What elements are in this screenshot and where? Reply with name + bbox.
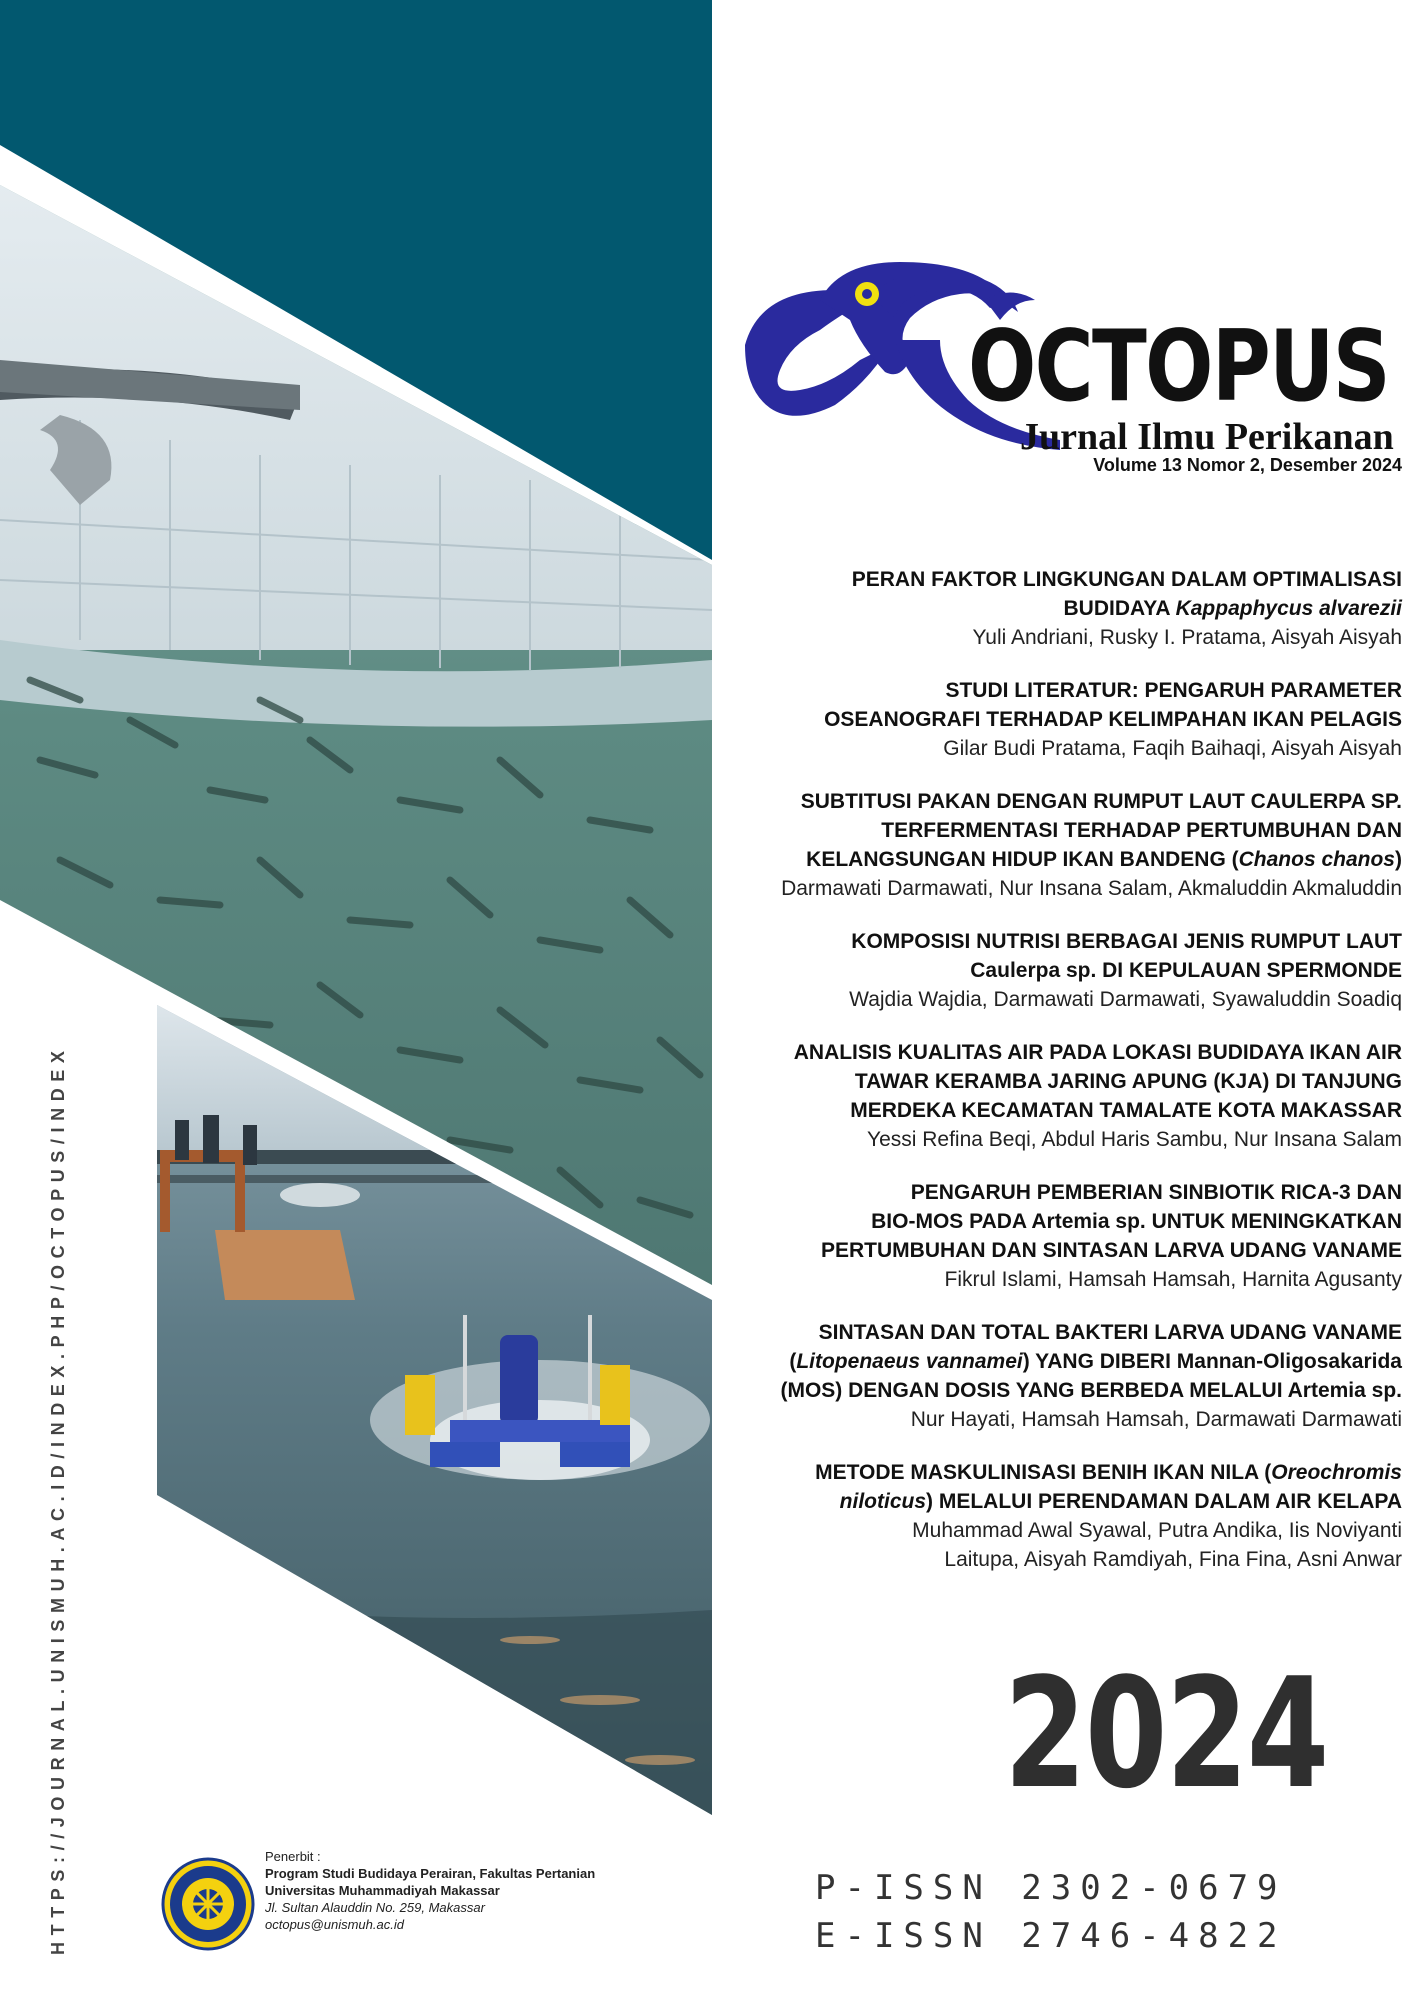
article-title: PERAN FAKTOR LINGKUNGAN DALAM OPTIMALISASI BUDIDAYA Kappaphycus alvarezii: [851, 568, 1402, 620]
volume-info: Volume 13 Nomor 2, Desember 2024: [1093, 455, 1402, 475]
article-authors: Gilar Budi Pratama, Faqih Baihaqi, Aisyah Aisyah: [943, 737, 1402, 760]
journal-name: OCTOPUS: [968, 310, 1389, 424]
journal-website-url: HTTPS://JOURNAL.UNISMUH.AC.ID/INDEX.PHP/OCTOPUS/INDEX: [48, 1044, 68, 1955]
article-title: PENGARUH PEMBERIAN SINBIOTIK RICA-3 DAN BIO-MOS PADA Artemia sp. UNTUK MENINGKATKAN PERTUMBUHAN DAN SINTASAN LARVA UDANG VANAME: [821, 1181, 1402, 1262]
article-item: [682, 676, 1402, 763]
cover-year: 2024: [1004, 1645, 1328, 1822]
publisher-address: Jl. Sultan Alauddin No. 259, Makassar: [265, 1900, 485, 1915]
article-item: [682, 1178, 1402, 1294]
publisher-email: octopus@unismuh.ac.id: [265, 1917, 404, 1932]
article-item: [682, 787, 1402, 903]
article-authors: Nur Hayati, Hamsah Hamsah, Darmawati Darmawati: [910, 1408, 1402, 1431]
article-item: [682, 565, 1402, 652]
article-title: KOMPOSISI NUTRISI BERBAGAI JENIS RUMPUT LAUT Caulerpa sp. DI KEPULAUAN SPERMONDE: [851, 930, 1402, 982]
publisher-line1: Program Studi Budidaya Perairan, Fakultas Pertanian: [265, 1866, 596, 1881]
journal-subtitle: Jurnal Ilmu Perikanan: [1020, 416, 1394, 458]
article-item: [682, 927, 1402, 1014]
article-list: [682, 565, 1402, 1598]
publisher-info: [265, 1848, 595, 1933]
article-item: [682, 1038, 1402, 1154]
e-issn: E-ISSN 2746-4822: [815, 1916, 1287, 1956]
article-authors: Yuli Andriani, Rusky I. Pratama, Aisyah Aisyah: [972, 626, 1402, 649]
article-authors: Muhammad Awal Syawal, Putra Andika, Iis Noviyanti Laitupa, Aisyah Ramdiyah, Fina Fina, Asni Anwar: [912, 1519, 1402, 1571]
publisher-label: Penerbit :: [265, 1849, 321, 1864]
article-authors: Wajdia Wajdia, Darmawati Darmawati, Syawaluddin Soadiq: [849, 988, 1402, 1011]
article-item: [682, 1318, 1402, 1434]
publisher-line2: Universitas Muhammadiyah Makassar: [265, 1883, 500, 1898]
article-authors: Fikrul Islami, Hamsah Hamsah, Harnita Agusanty: [944, 1268, 1402, 1291]
article-title: STUDI LITERATUR: PENGARUH PARAMETER OSEANOGRAFI TERHADAP KELIMPAHAN IKAN PELAGIS: [824, 679, 1402, 731]
p-issn: P-ISSN 2302-0679: [815, 1868, 1287, 1908]
article-authors: Darmawati Darmawati, Nur Insana Salam, Akmaluddin Akmaluddin: [781, 877, 1402, 900]
article-authors: Yessi Refina Beqi, Abdul Haris Sambu, Nur Insana Salam: [866, 1128, 1402, 1151]
university-seal-icon: [163, 1859, 253, 1949]
article-title: ANALISIS KUALITAS AIR PADA LOKASI BUDIDAYA IKAN AIR TAWAR KERAMBA JARING APUNG (KJA) DI TANJUNG MERDEKA KECAMATAN TAMALATE KOTA MAKASSAR: [793, 1041, 1402, 1122]
article-title: SINTASAN DAN TOTAL BAKTERI LARVA UDANG VANAME (Litopenaeus vannamei) YANG DIBERI Mannan-Oligosakarida (MOS) DENGAN DOSIS YANG BERBEDA MELALUI Artemia sp.: [780, 1321, 1402, 1402]
article-title: METODE MASKULINISASI BENIH IKAN NILA (Oreochromis niloticus) MELALUI PERENDAMAN DALAM AIR KELAPA: [815, 1461, 1402, 1513]
article-title: SUBTITUSI PAKAN DENGAN RUMPUT LAUT CAULERPA SP. TERFERMENTASI TERHADAP PERTUMBUHAN DAN KELANGSUNGAN HIDUP IKAN BANDENG (Chanos chanos): [800, 790, 1402, 871]
article-item: [682, 1458, 1402, 1574]
